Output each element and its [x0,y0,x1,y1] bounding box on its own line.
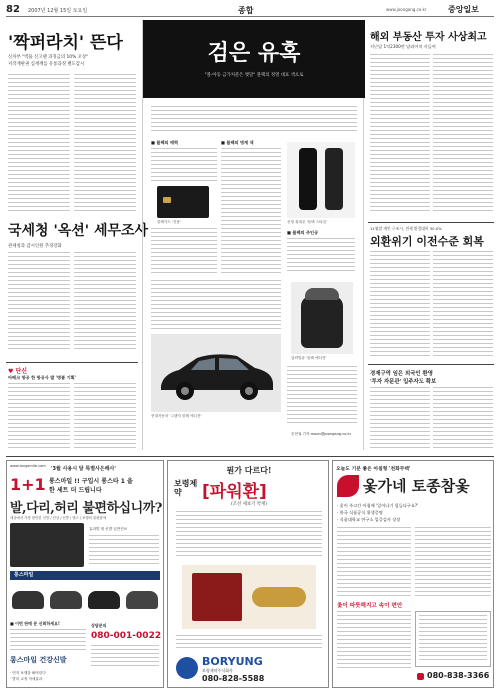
car-caption: 현대자동차 '그랜저 블랙 에디션' [151,414,202,418]
product-box-image [182,565,316,629]
phone-body-icon-2 [325,148,343,210]
ad-left-promo-text-2: 한 세트 더 드립니다 [49,487,102,494]
page-header [6,3,494,17]
right-body-3b [433,387,493,449]
brief-subtitle: 아베크 항공 한 항공사 발 '명품 기획' [8,375,76,380]
ad-left-info-text [10,629,86,651]
ad-center-desc [176,511,322,559]
feature-title: 검은 유혹 [207,40,301,66]
right-body-1b [433,54,493,214]
left-subhead-1: 신차부 "벽퓸 신고땐 과징금의 10% 포상" [8,55,89,60]
ad-left-promo-text: 롱스마일 !! 구입시 롱스타 1 을 [49,478,133,485]
car-icon [151,334,281,412]
feature-col-1-text [151,148,217,184]
ad-right-mid: 옻이 따뜻해지고 속이 편안 [337,603,403,609]
ad-left-consult: 상담문의 [91,623,107,628]
right-headline-3: 경제구역 임은 외국인 환영 [370,371,433,377]
left-second-headline: 국세청 '옥션' 세무조사 [8,223,149,239]
ad-left-info: ■ 이번 판매 문 신뢰하세요! [10,621,60,626]
paper-logo: 중앙일보 [448,4,479,14]
feature-lower-text [151,280,281,330]
ad-center-slogan: (조선 세보기 약재) [231,502,267,507]
shoe-icon-3 [88,591,120,609]
right-article-2 [368,222,494,362]
ad-center-brand-left: 보령제약 [174,479,198,497]
right-subhead-1: 지난달 1억2300만 달러어치 사들여 [370,44,436,49]
ad-right-lower [337,611,411,671]
phone-image [287,142,355,218]
shoe-icon-4 [126,591,158,609]
ad-right-bullet-1: · 옻이 주고간 아침에 '일어나기 힘들다구요?' [337,503,419,508]
ad-center-note [176,635,322,649]
brief-title: ♥ 단신 [8,368,28,375]
feature-banner [143,20,365,98]
rice-cooker-caption: 압력밥솥 '블랙 에디션' [291,356,327,360]
ad-left-desc [89,535,159,565]
product-box-icon [192,573,242,621]
brief-body [8,383,70,449]
feature-col-1-text-2 [151,228,217,274]
ad-right-info-text [419,615,487,663]
ad-center-company-sub: 보령제약주식회사 [202,668,233,673]
ad-left-store-list [91,645,159,667]
section-name: 종합 [238,6,254,15]
page-date: 2007년 12월 15일 토요일 [28,8,88,14]
feature-col-3-text [287,238,355,274]
right-headline-2: 외환위기 이전수준 회복 [370,235,484,248]
ad-right-phone[interactable]: 080-838-3366 [427,671,490,680]
left-article [6,20,149,360]
left-second-body [8,252,70,352]
phone-icon [417,673,424,680]
left-subhead-2: 저작재판권 심재깨를 유통과정 별도감시 [8,62,85,67]
right-headline-1: 해외 부동산 투자 사상최고 [370,32,487,43]
ad-left-brand: 롱스마일 건강신발 [10,656,67,664]
ad-left-foot-1: · 먼저 보행을 봐야한다 [10,671,46,675]
feature-right-lower-text [287,366,357,426]
ad-left-promo-num: 1+1 [10,475,46,494]
site-url[interactable]: www.joongang.co.kr [386,7,427,12]
left-body-text [8,74,70,214]
ad-right-bullet-3: · 식품대학교 연구소 입증검사 상장 [337,517,401,522]
ad-left-foot-2: · 발의 교정 자세효과 [10,677,43,681]
feature-col-2-title: ■ 블랙의 명계 색 [221,140,254,145]
feature-col-3-title: ■ 블랙의 주인공 [287,230,319,235]
shoe-row [10,583,160,617]
ad-separator [6,456,494,457]
ad-left-big: 발,다리,허리 불편하십니까? [10,501,162,516]
ad-left-title-bar: 롱스마일 [10,571,160,580]
ad-center-product: [파워환] [202,482,267,502]
ad-right-bullet-2: · 한국 식품공식 위생증명 [337,510,383,515]
leaf-logo-icon [337,475,359,497]
left-second-subhead: 관세청과 감시인원 추경강화 [8,244,62,249]
ad-right-top: 오늘도 기분 좋은 아침형 '천화무텍' [336,467,411,472]
rice-cooker-image [291,282,353,354]
ad-left-top: '3월 사용시 달 특별사은해사' [51,466,116,472]
ad-left-phone[interactable]: 080-001-0022 [91,631,162,641]
shoe-image [10,523,84,567]
ad-left-tagline: 효과발 재 신발 일반진보 [89,527,128,531]
product-pill-icon [252,587,306,607]
ad-left-small: 세상에서 가장 편안한 신발 / 건강 / 신발 / 엘스 / 보행의 불편함에 [10,516,107,520]
brief-box [6,362,138,452]
cooker-lid-icon [305,288,339,300]
right-article-1 [368,20,494,220]
feature-lead: "블·아동 금가처분은 옛말" 블랙의 정열 대표 색으로 [204,73,304,78]
shoe-icon-1 [12,591,44,609]
ad-center-top: 뭔가 다르다! [226,465,272,475]
ad-right-body [337,527,411,597]
right-body-2 [370,251,430,357]
ad-center-company: BORYUNG [202,655,263,668]
phone-body-icon [299,148,317,210]
cooker-body-icon [301,296,343,348]
feature-article [142,20,364,450]
right-body-3 [370,387,430,449]
ad-center-phone[interactable]: 080-828-5588 [202,674,265,683]
feature-intro-text [151,106,357,134]
left-headline: '짝퍼라치' 뜬다 [8,33,123,53]
ad-otgane[interactable] [332,460,494,688]
right-article-3 [368,364,494,452]
boryung-logo-icon [176,657,198,679]
phone-caption: 신형 휴대폰 '블랙 스타일' [287,220,328,224]
ad-left-url[interactable]: www.longsmile.com [10,464,46,468]
right-small-label: 11월말 개인 구조시, 전세 환경대비 30.0% [370,226,442,231]
right-headline-3b: '투자 자문관' 입주자도 확보 [370,379,437,385]
feature-col-1-title: ■ 블랙의 매력 [151,140,179,145]
ad-boryung[interactable] [167,460,329,688]
left-body-text-2 [74,74,136,214]
ad-longsmile[interactable] [6,460,164,688]
card-image [157,186,209,218]
ad-right-body-2 [415,527,491,597]
left-second-body-2 [74,252,136,352]
feature-byline[interactable]: 문현권 기자 moon@joongang.co.kr [291,432,352,436]
right-body-1 [370,54,430,214]
ad-right-info-box [415,611,491,667]
page-number: 82 [6,4,20,15]
card-caption: 블랙카드 '신용' [157,220,181,224]
shoe-icon-2 [50,591,82,609]
card-chip-icon [163,197,171,203]
brief-body-2 [74,383,136,449]
feature-col-2-text [221,148,281,274]
right-body-2b [433,251,493,357]
ad-right-product: 옻가네 토종참옻 [363,477,470,495]
car-image [151,334,281,412]
